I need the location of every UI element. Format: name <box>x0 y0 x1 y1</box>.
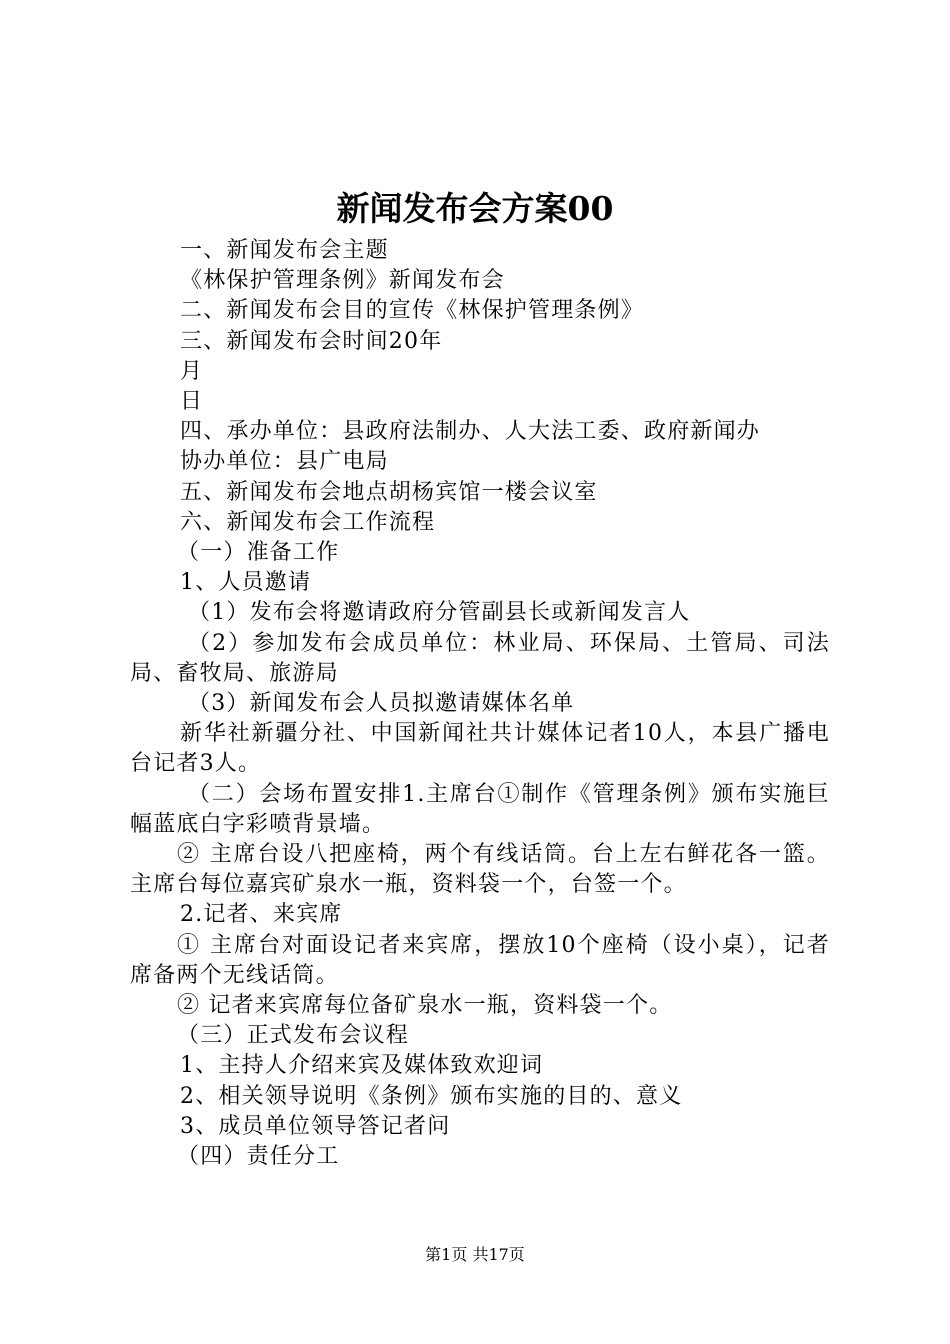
paragraph-reporter-seats: ① 主席台对面设记者来宾席，摆放10个座椅（设小桌），记者席备两个无线话筒。 <box>130 932 830 988</box>
section-heading-time: 三、新闻发布会时间20年 <box>180 328 443 354</box>
agenda-item-3: 3、成员单位领导答记者问 <box>180 1113 451 1139</box>
paragraph-media-names: 新华社新疆分社、中国新闻社共计媒体记者10人，本县广播电台记者3人。 <box>130 721 830 777</box>
item-heading-reporter-seats: 2.记者、来宾席 <box>180 902 343 928</box>
paragraph-theme: 《林保护管理条例》新闻发布会 <box>180 268 505 294</box>
page-indicator: 第1页 共17页 <box>425 1245 525 1264</box>
agenda-item-1: 1、主持人介绍来宾及媒体致欢迎词 <box>180 1053 544 1079</box>
item-heading-invitation: 1、人员邀请 <box>180 570 312 596</box>
section-heading-theme: 一、新闻发布会主题 <box>180 238 389 263</box>
list-item-invite-officials: （1）发布会将邀请政府分管副县长或新闻发言人 <box>188 600 691 626</box>
list-item-member-units: （2）参加发布会成员单位：林业局、环保局、土管局、司法局、畜牧局、旅游局 <box>130 630 830 686</box>
subsection-heading-preparation: （一）准备工作 <box>177 540 340 566</box>
paragraph-month: 月 <box>180 358 204 384</box>
section-heading-purpose: 二、新闻发布会目的宣传《林保护管理条例》 <box>180 298 645 324</box>
subsection-heading-responsibilities: （四）责任分工 <box>177 1144 340 1170</box>
list-item-media-list: （3）新闻发布会人员拟邀请媒体名单 <box>188 691 575 717</box>
subsection-venue-layout: （二）会场布置安排1.主席台①制作《管理条例》颁布实施巨幅蓝底白字彩喷背景墙。 <box>130 781 830 837</box>
document-body <box>130 236 830 1172</box>
section-heading-location: 五、新闻发布会地点胡杨宾馆一楼会议室 <box>180 479 598 505</box>
section-heading-workflow: 六、新闻发布会工作流程 <box>180 509 436 535</box>
paragraph-co-organizer: 协办单位：县广电局 <box>180 449 389 475</box>
paragraph-day: 日 <box>180 389 204 415</box>
paragraph-podium-setup: ② 主席台设八把座椅，两个有线话筒。台上左右鲜花各一篮。主席台每位嘉宾矿泉水一瓶，资料袋一个，台签一个。 <box>130 842 830 898</box>
section-heading-organizer: 四、承办单位：县政府法制办、人大法工委、政府新闻办 <box>180 419 761 445</box>
agenda-item-2: 2、相关领导说明《条例》颁布实施的目的、意义 <box>180 1083 683 1109</box>
document-title: 新闻发布会方案00 <box>336 189 614 228</box>
paragraph-reporter-supplies: ② 记者来宾席每位备矿泉水一瓶，资料袋一个。 <box>177 993 673 1019</box>
subsection-heading-agenda: （三）正式发布会议程 <box>177 1023 410 1049</box>
